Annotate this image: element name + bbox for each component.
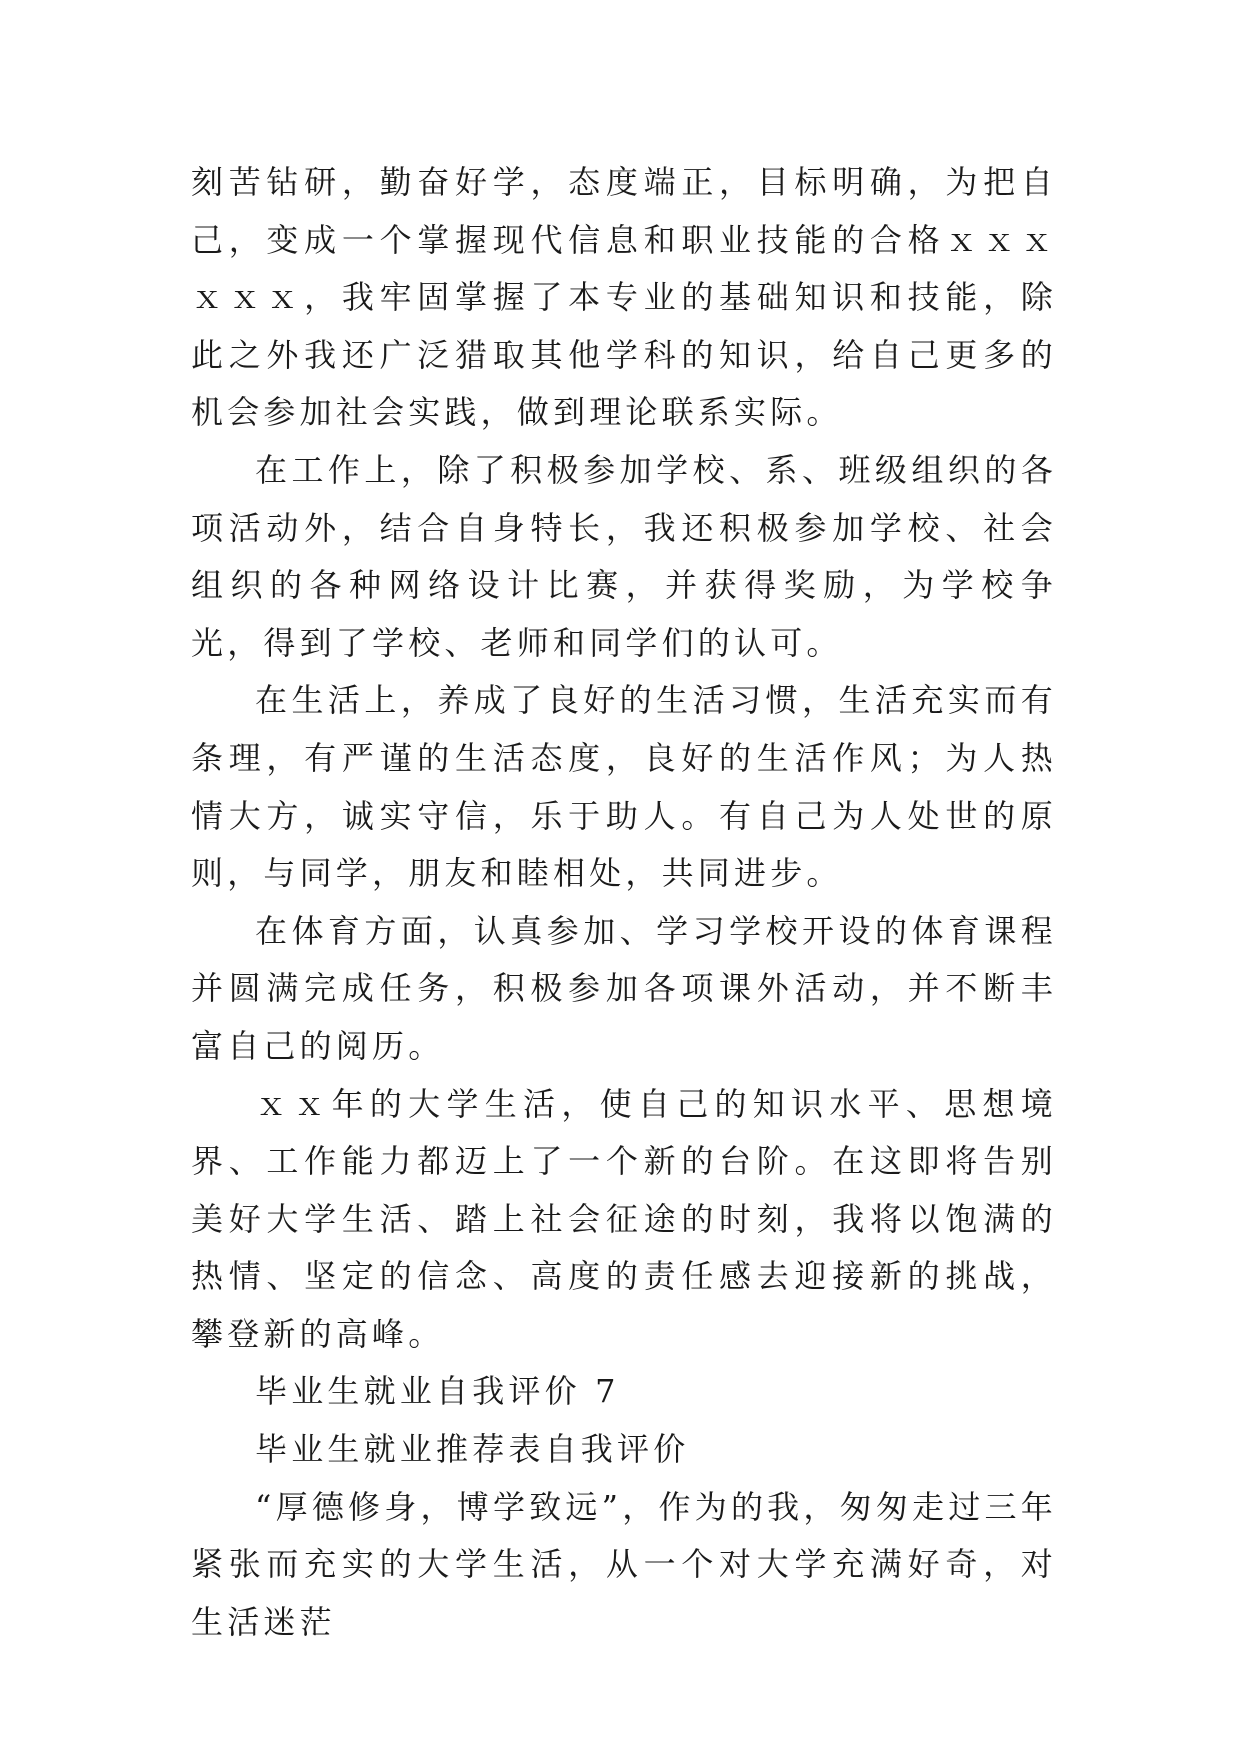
paragraph-summary: ｘｘ年的大学生活，使自己的知识水平、思想境界、工作能力都迈上了一个新的台阶。在这即将告别美好大学生活、踏上社会征途的时刻，我将以饱满的热情、坚定的信念、高度的责任感去迎接新的挑战，攀登新的高峰。 — [191, 1084, 1057, 1353]
paragraph-sports: 在体育方面，认真参加、学习学校开设的体育课程并圆满完成任务，积极参加各项课外活动，并不断丰富自己的阅历。 — [191, 911, 1057, 1065]
paragraph-life: 在生活上，养成了良好的生活习惯，生活充实而有条理，有严谨的生活态度，良好的生活作风；为人热情大方，诚实守信，乐于助人。有自己为人处世的原则，与同学，朋友和睦相处，共同进步。 — [191, 681, 1057, 893]
section-heading-7: 毕业生就业自我评价 7 — [255, 1372, 620, 1411]
paragraph-study: 刻苦钻研，勤奋好学，态度端正，目标明确，为把自己，变成一个掌握现代信息和职业技能的合格ｘｘｘｘｘｘ，我牢固掌握了本专业的基础知识和技能，除此之外我还广泛猎取其他学科的知识，给自己更多的机会参加社会实践，做到理论联系实际。 — [191, 163, 1057, 432]
document-body — [191, 154, 1057, 1651]
section-subheading: 毕业生就业推荐表自我评价 — [255, 1430, 690, 1469]
paragraph-intro: “厚德修身，博学致远”，作为的我，匆匆走过三年紧张而充实的大学生活，从一个对大学充满好奇，对生活迷茫 — [191, 1487, 1057, 1641]
paragraph-work: 在工作上，除了积极参加学校、系、班级组织的各项活动外，结合自身特长，我还积极参加学校、社会组织的各种网络设计比赛，并获得奖励，为学校争光，得到了学校、老师和同学们的认可。 — [191, 450, 1057, 662]
